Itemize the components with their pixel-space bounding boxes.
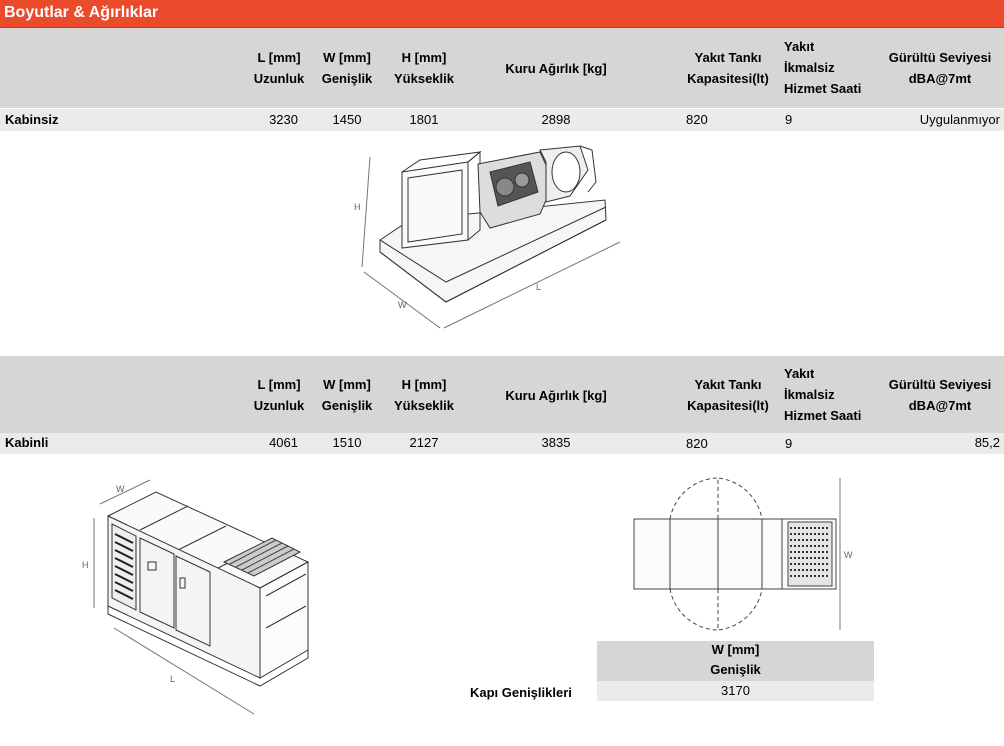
col-w-header: W [mm] Genişlik — [321, 50, 373, 86]
section-title-bar — [0, 0, 1004, 28]
svg-text:W: W — [844, 550, 853, 560]
svg-text:H: H — [82, 560, 89, 570]
col-noise-header-2: Gürültü Seviyesi dBA@7mt — [888, 377, 992, 413]
open-set-h: 1801 — [409, 112, 439, 127]
svg-text:W: W — [398, 300, 407, 310]
open-generator-drawing — [340, 132, 640, 332]
open-set-fuel: 820 — [686, 112, 708, 127]
col-service-header-2: Yakıt İkmalsiz Hizmet Saati — [784, 366, 862, 423]
col-w-header-2: W [mm] Genişlik — [321, 377, 373, 413]
col-l-header: L [mm] Uzunluk — [253, 50, 305, 86]
canopy-set-noise: 85,2 — [974, 435, 1000, 450]
col-noise-header: Gürültü Seviyesi dBA@7mt — [888, 50, 992, 86]
col-fuel-header-2: Yakıt Tankı Kapasitesi(lt) — [687, 377, 769, 413]
canopy-set-w: 1510 — [332, 435, 362, 450]
svg-text:H: H — [354, 202, 361, 212]
canopy-set-h: 2127 — [409, 435, 439, 450]
open-set-row — [0, 109, 1004, 131]
col-service-header: Yakıt İkmalsiz Hizmet Saati — [784, 39, 862, 96]
open-set-weight: 2898 — [541, 112, 571, 127]
svg-text:L: L — [170, 674, 176, 684]
open-set-name: Kabinsiz — [5, 112, 59, 127]
door-width-label: Kapı Genişlikleri — [470, 685, 572, 700]
col-h-header: H [mm] Yükseklik — [394, 50, 454, 86]
col-l-header-2: L [mm] Uzunluk — [253, 377, 305, 413]
section-title: Boyutlar & Ağırlıklar — [4, 4, 159, 21]
canopy-set-table-header — [0, 356, 1004, 433]
canopy-set-service: 9 — [785, 436, 793, 451]
canopy-set-fuel: 820 — [686, 436, 708, 451]
door-width-row — [597, 681, 874, 701]
door-width-header: W [mm] Genişlik — [597, 641, 874, 681]
open-set-w: 1450 — [332, 112, 362, 127]
svg-text:L: L — [536, 282, 542, 292]
open-set-table-header — [0, 28, 1004, 108]
svg-text:W: W — [116, 484, 125, 494]
door-clearance-diagram — [622, 474, 854, 634]
canopy-set-name: Kabinli — [5, 435, 49, 450]
col-h-header-2: H [mm] Yükseklik — [394, 377, 454, 413]
col-weight-header: Kuru Ağırlık [kg] — [505, 61, 607, 76]
door-width-value: 3170 — [721, 683, 750, 698]
canopy-set-l: 4061 — [269, 435, 298, 450]
canopy-set-weight: 3835 — [541, 435, 571, 450]
open-set-l: 3230 — [269, 112, 298, 127]
open-set-noise: Uygulanmıyor — [919, 112, 1000, 127]
col-fuel-header: Yakıt Tankı Kapasitesi(lt) — [687, 50, 769, 86]
canopy-generator-drawing — [78, 478, 318, 722]
canopy-set-row — [0, 433, 1004, 454]
open-set-service: 9 — [785, 112, 793, 127]
col-weight-header-2: Kuru Ağırlık [kg] — [505, 388, 607, 403]
